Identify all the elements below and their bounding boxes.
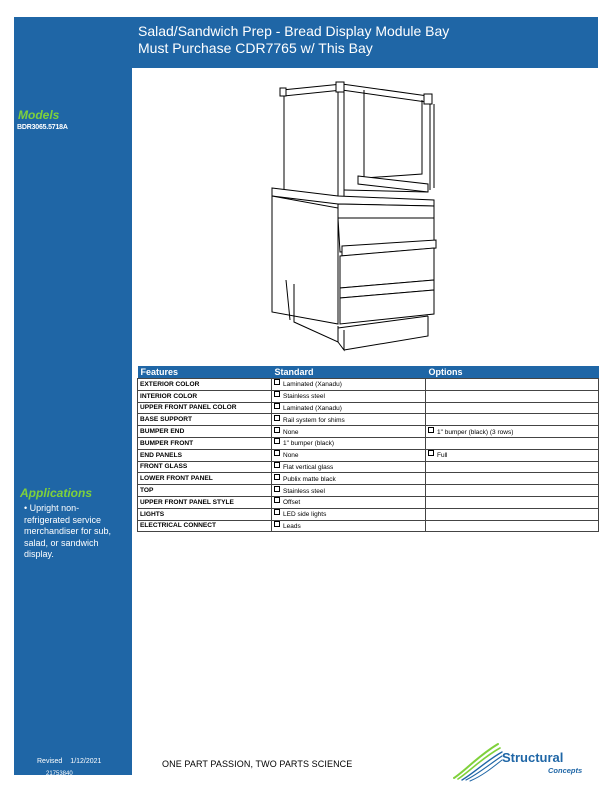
feature-cell: END PANELS	[138, 449, 272, 461]
option-cell	[426, 437, 599, 449]
standard-text: Stainless steel	[283, 393, 325, 401]
table-row	[138, 520, 599, 532]
document-number: 21753840	[46, 771, 73, 777]
applications-heading: Applications	[20, 486, 93, 500]
option-text: 1" bumper (black) (3 rows)	[437, 428, 514, 436]
option-cell	[426, 496, 599, 508]
checkbox-icon	[274, 415, 280, 421]
logo-wordmark: Structural	[502, 750, 564, 765]
product-drawing	[268, 80, 448, 356]
table-row	[138, 390, 599, 402]
table-row	[138, 473, 599, 485]
feature-cell: BASE SUPPORT	[138, 414, 272, 426]
standard-text: Rail system for shims	[283, 416, 345, 424]
checkbox-icon	[274, 379, 280, 385]
table-row	[138, 379, 599, 391]
checkbox-icon	[428, 427, 434, 433]
standard-text: None	[283, 452, 299, 460]
standard-cell	[272, 426, 426, 438]
checkbox-icon	[274, 486, 280, 492]
features-table-body	[138, 379, 599, 532]
feature-cell: LIGHTS	[138, 508, 272, 520]
table-row	[138, 449, 599, 461]
standard-text: None	[283, 428, 299, 436]
checkbox-icon	[274, 474, 280, 480]
checkbox-icon	[274, 427, 280, 433]
checkbox-icon	[274, 391, 280, 397]
option-cell	[426, 485, 599, 497]
feature-cell: ELECTRICAL CONNECT	[138, 520, 272, 532]
options-header: Options	[426, 366, 599, 379]
standard-header: Standard	[272, 366, 426, 379]
checkbox-icon	[274, 509, 280, 515]
checkbox-icon	[274, 521, 280, 527]
feature-cell: BUMPER FRONT	[138, 437, 272, 449]
checkbox-icon	[274, 450, 280, 456]
features-header: Features	[138, 366, 272, 379]
standard-cell	[272, 473, 426, 485]
standard-text: Stainless steel	[283, 487, 325, 495]
tagline: ONE PART PASSION, TWO PARTS SCIENCE	[162, 759, 353, 769]
table-row	[138, 426, 599, 438]
standard-text: LED side lights	[283, 511, 327, 519]
checkbox-icon	[274, 438, 280, 444]
checkbox-icon	[274, 497, 280, 503]
page-title-line1: Salad/Sandwich Prep - Bread Display Module Bay	[138, 23, 450, 39]
standard-cell	[272, 520, 426, 532]
table-row	[138, 437, 599, 449]
checkbox-icon	[274, 403, 280, 409]
option-cell	[426, 520, 599, 532]
option-cell	[426, 473, 599, 485]
table-row	[138, 461, 599, 473]
table-row	[138, 496, 599, 508]
feature-cell: FRONT GLASS	[138, 461, 272, 473]
standard-text: Laminated (Xanadu)	[283, 404, 342, 412]
feature-cell: BUMPER END	[138, 426, 272, 438]
feature-cell: INTERIOR COLOR	[138, 390, 272, 402]
option-cell	[426, 449, 599, 461]
standard-text: 1" bumper (black)	[283, 440, 335, 448]
standard-cell	[272, 496, 426, 508]
revised-line	[37, 758, 101, 765]
table-row	[138, 485, 599, 497]
standard-cell	[272, 402, 426, 414]
option-cell	[426, 379, 599, 391]
standard-cell	[272, 437, 426, 449]
table-row	[138, 414, 599, 426]
standard-text: Offset	[283, 499, 301, 507]
feature-cell: UPPER FRONT PANEL STYLE	[138, 496, 272, 508]
standard-cell	[272, 508, 426, 520]
standard-cell	[272, 485, 426, 497]
feature-cell: UPPER FRONT PANEL COLOR	[138, 402, 272, 414]
logo-subtext: Concepts	[548, 766, 583, 775]
models-heading: Models	[18, 108, 60, 122]
model-number: BDR3065.5718A	[17, 124, 68, 131]
feature-cell: LOWER FRONT PANEL	[138, 473, 272, 485]
standard-text: Flat vertical glass	[283, 463, 334, 471]
option-cell	[426, 414, 599, 426]
standard-cell	[272, 414, 426, 426]
table-row	[138, 402, 599, 414]
table-row	[138, 508, 599, 520]
standard-cell	[272, 449, 426, 461]
checkbox-icon	[428, 450, 434, 456]
features-table	[137, 366, 599, 532]
option-cell	[426, 508, 599, 520]
option-cell	[426, 390, 599, 402]
standard-text: Publix matte black	[283, 475, 336, 483]
revised-label: Revised	[37, 758, 63, 765]
table-header-row	[138, 366, 599, 379]
option-cell	[426, 402, 599, 414]
standard-cell	[272, 390, 426, 402]
revised-date: 1/12/2021	[70, 758, 102, 765]
option-cell	[426, 426, 599, 438]
standard-cell	[272, 461, 426, 473]
option-cell	[426, 461, 599, 473]
option-text: Full	[437, 452, 448, 460]
standard-cell	[272, 379, 426, 391]
checkbox-icon	[274, 462, 280, 468]
standard-text: Laminated (Xanadu)	[283, 381, 342, 389]
feature-cell: EXTERIOR COLOR	[138, 379, 272, 391]
page-title-line2: Must Purchase CDR7765 w/ This Bay	[138, 40, 373, 56]
standard-text: Leads	[283, 522, 301, 530]
feature-cell: TOP	[138, 485, 272, 497]
applications-text: • Upright non-refrigerated service merchandiser for sub, salad, or sandwich display.	[24, 503, 112, 559]
